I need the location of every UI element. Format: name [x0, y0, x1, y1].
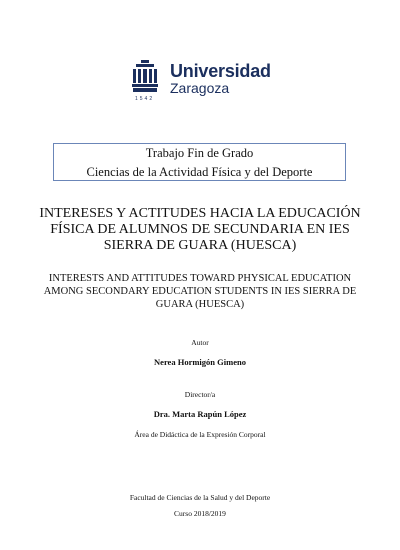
faculty-name: Facultad de Ciencias de la Salud y del Deporte [129, 493, 271, 502]
author-name: Nerea Hormigón Gimeno [154, 357, 246, 367]
university-logo [130, 58, 270, 106]
degree-box [53, 143, 346, 181]
founding-year: 1542 [135, 96, 155, 102]
author-label: Autor [191, 338, 209, 347]
degree-name: Ciencias de la Actividad Física y del Deporte [86, 165, 313, 179]
university-name: Universidad [170, 61, 271, 81]
thesis-title-spanish: INTERESES Y ACTITUDES HACIA LA EDUCACIÓN FÍSICA DE ALUMNOS DE SECUNDARIA EN IES SIERRA DE GUARA (HUESCA) [39, 206, 361, 253]
work-type: Trabajo Fin de Grado [145, 146, 254, 160]
university-city: Zaragoza [170, 80, 230, 96]
director-name: Dra. Marta Rapún López [153, 409, 247, 419]
thesis-title-english: INTERESTS AND ATTITUDES TOWARD PHYSICAL EDUCATION AMONG SECONDARY EDUCATION STUDENTS IN IES SIERRA DE GUARA (HUESCA) [43, 273, 357, 310]
academic-year: Curso 2018/2019 [174, 509, 226, 518]
director-label: Director/a [184, 390, 216, 399]
department-area: Área de Didáctica de la Expresión Corporal [134, 430, 266, 439]
